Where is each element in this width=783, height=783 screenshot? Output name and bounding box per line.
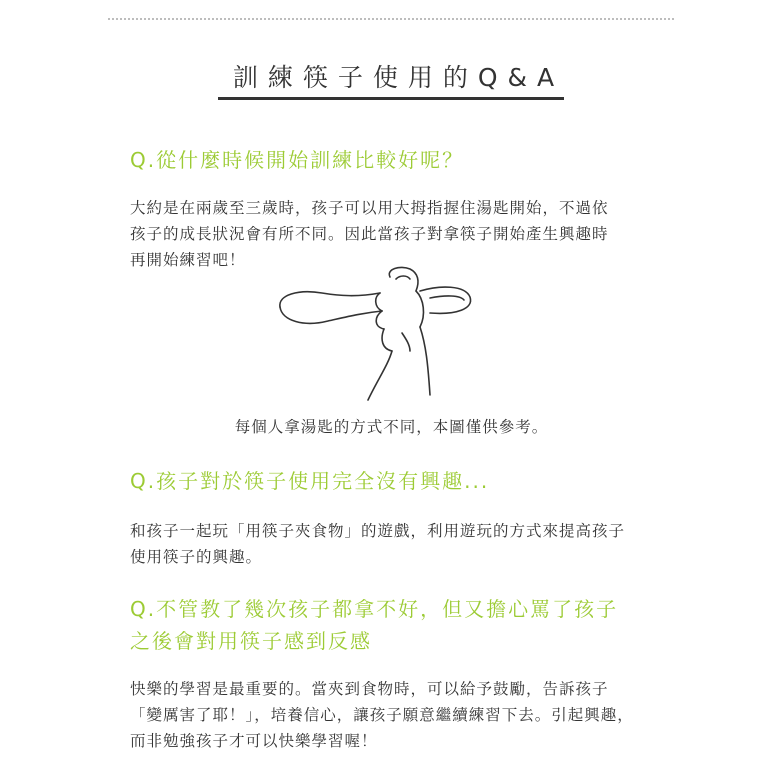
question-2-line-1: Q.孩子對於筷子使用完全沒有興趣...: [130, 469, 490, 493]
answer-2-line-1: 和孩子一起玩「用筷子夾食物」的遊戲，利用遊玩的方式來提高孩子: [130, 522, 626, 540]
question-3-line-1: Q.不管教了幾次孩子都拿不好，但又擔心罵了孩子: [130, 597, 619, 621]
page-title: 訓練筷子使用的Q&A: [232, 63, 565, 92]
answer-2-line-2: 使用筷子的興趣。: [130, 548, 263, 566]
answer-3-line-1: 快樂的學習是最重要的。當夾到食物時，可以給予鼓勵，告訴孩子: [130, 680, 609, 698]
answer-1-line-1: 大約是在兩歲至三歲時，孩子可以用大拇指握住湯匙開始，不過依: [130, 199, 609, 217]
answer-3-line-2: 「變厲害了耶！」，培養信心，讓孩子願意繼續練習下去。引起興趣，: [130, 706, 634, 724]
answer-1-line-3: 再開始練習吧！: [130, 251, 246, 269]
question-3: [130, 593, 618, 657]
hand-holding-spoon-icon: [270, 255, 485, 405]
illustration-caption: 每個人拿湯匙的方式不同，本圖僅供參考。: [234, 418, 549, 436]
question-3-line-2: 之後會對用筷子感到反感: [130, 629, 372, 653]
top-dotted-divider: [108, 18, 674, 20]
answer-1-line-2: 孩子的成長狀況會有所不同。因此當孩子對拿筷子開始產生興趣時: [130, 225, 609, 243]
title-underline: [218, 97, 564, 100]
answer-3-line-3: 而非勉強孩子才可以快樂學習喔！: [130, 732, 378, 750]
question-1-line-1: Q.從什麼時候開始訓練比較好呢？: [130, 148, 465, 172]
question-2: [130, 465, 489, 497]
question-1: [130, 144, 464, 176]
answer-3: [130, 676, 690, 754]
answer-2: [130, 518, 690, 570]
